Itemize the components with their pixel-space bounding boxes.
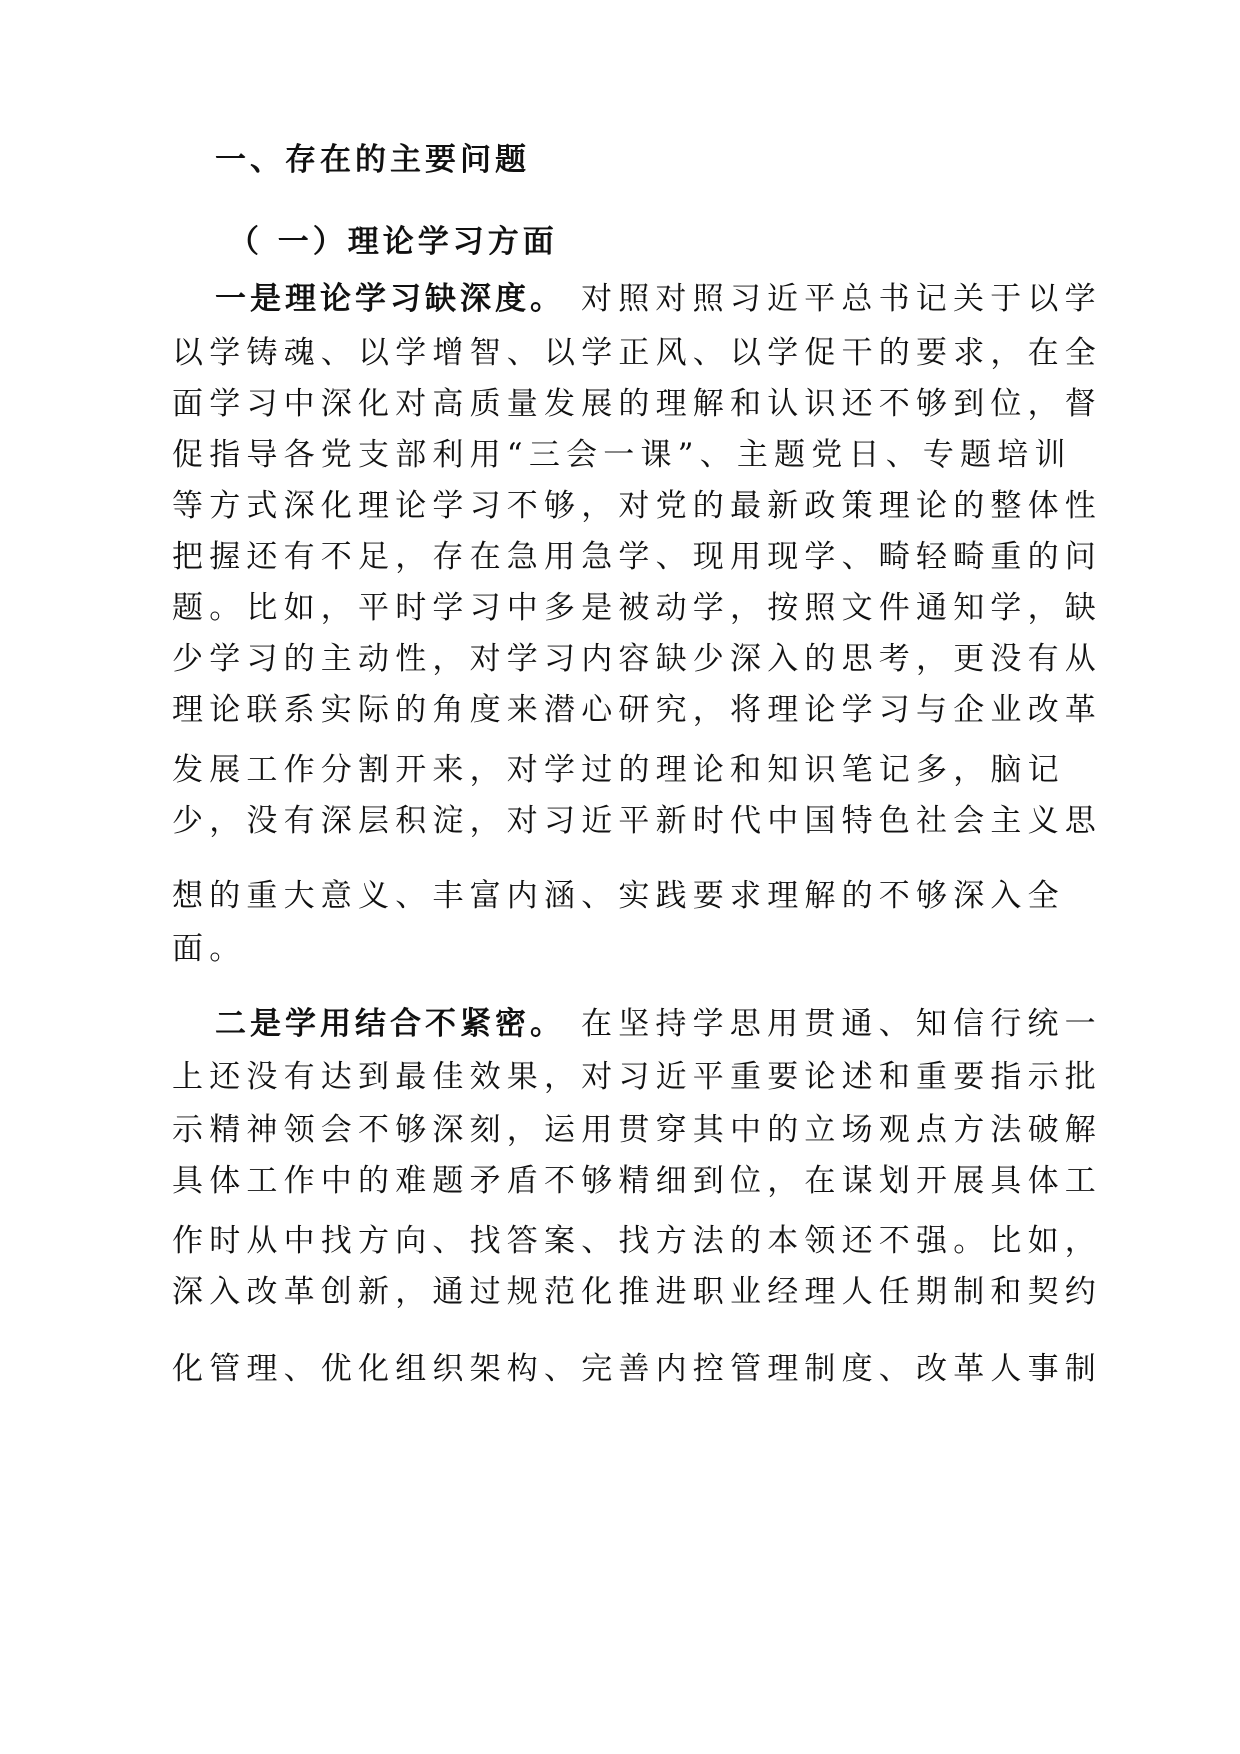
- paragraph1-line-7: 题。比如，平时学习中多是被动学，按照文件通知学，缺: [172, 590, 1102, 626]
- paragraph1-line-4: 促指导各党支部利用“三会一课”、主题党日、专题培训: [172, 437, 1072, 473]
- paragraph2-line-1: [215, 1004, 1102, 1044]
- paragraph1-line-1-text: 对照对照习近平总书记关于以学: [581, 281, 1102, 317]
- paragraph2-line-6: 深入改革创新，通过规范化推进职业经理人任期制和契约: [172, 1274, 1102, 1310]
- paragraph1-line-11: 少，没有深层积淀，对习近平新时代中国特色社会主义思: [172, 803, 1102, 839]
- paragraph1-line-10: 发展工作分割开来，对学过的理论和知识笔记多，脑记: [172, 752, 1065, 788]
- paragraph1-line-5: 等方式深化理论学习不够，对党的最新政策理论的整体性: [172, 488, 1102, 524]
- paragraph1-line-8: 少学习的主动性，对学习内容缺少深入的思考，更没有从: [172, 641, 1102, 677]
- paragraph2-lead: 二是学用结合不紧密。: [215, 1006, 565, 1042]
- paragraph1-line-13: 面。: [172, 931, 247, 967]
- paragraph2-line-7: 化管理、优化组织架构、完善内控管理制度、改革人事制: [172, 1351, 1102, 1387]
- paragraph2-line-2: 上还没有达到最佳效果，对习近平重要论述和重要指示批: [172, 1059, 1102, 1095]
- paragraph1-line-6: 把握还有不足，存在急用急学、现用现学、畸轻畸重的问: [172, 539, 1102, 575]
- paragraph2-line-1-text: 在坚持学思用贯通、知信行统一: [581, 1006, 1102, 1042]
- paragraph2-line-5: 作时从中找方向、找答案、找方法的本领还不强。比如，: [172, 1223, 1102, 1259]
- paragraph1-line-12: 想的重大意义、丰富内涵、实践要求理解的不够深入全: [172, 878, 1065, 914]
- paragraph1-lead: 一是理论学习缺深度。: [215, 281, 565, 317]
- paragraph2-line-4: 具体工作中的难题矛盾不够精细到位，在谋划开展具体工: [172, 1163, 1102, 1199]
- subsection-heading: （ 一）理论学习方面: [228, 224, 558, 260]
- paragraph1-line-9: 理论联系实际的角度来潜心研究，将理论学习与企业改革: [172, 692, 1102, 728]
- paragraph2-line-3: 示精神领会不够深刻，运用贯穿其中的立场观点方法破解: [172, 1112, 1102, 1148]
- section-heading: 一、存在的主要问题: [215, 142, 530, 178]
- paragraph1-line-1: [215, 279, 1102, 319]
- paragraph1-line-3: 面学习中深化对高质量发展的理解和认识还不够到位，督: [172, 386, 1102, 422]
- paragraph1-line-2: 以学铸魂、以学增智、以学正风、以学促干的要求，在全: [172, 335, 1102, 371]
